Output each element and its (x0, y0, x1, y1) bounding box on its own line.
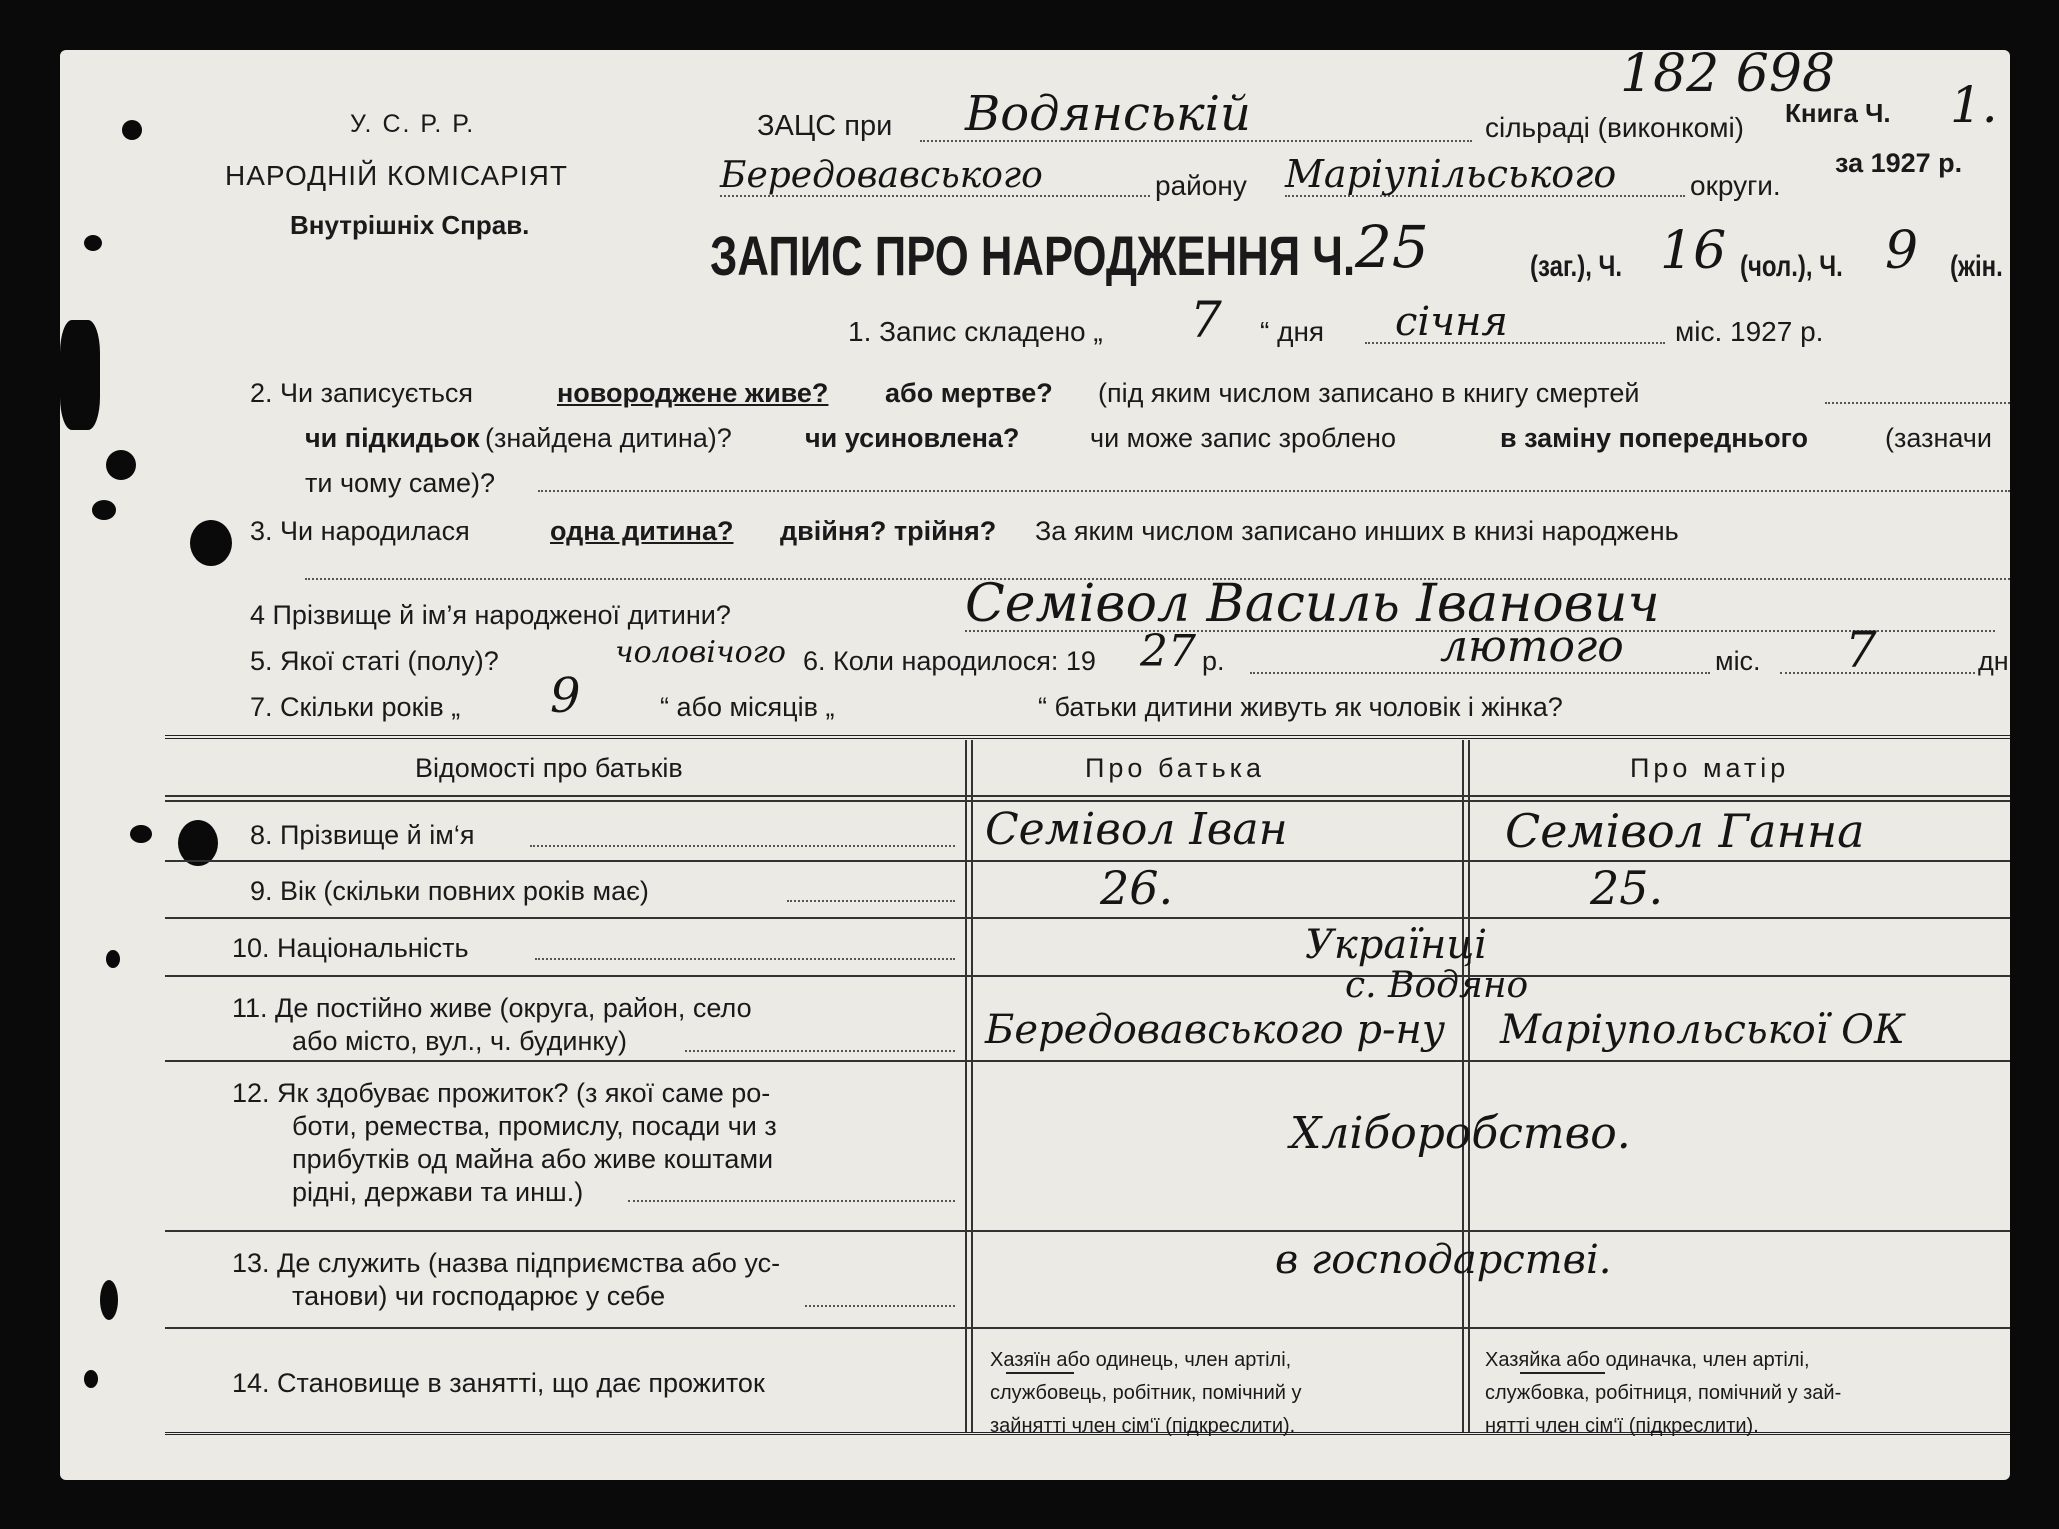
row12-label-3: прибутків од майна або живе коштами (292, 1144, 774, 1174)
q6-r: р. (1202, 646, 1225, 676)
mother-age: 25. (1590, 861, 1664, 915)
header-father: Про батька (1085, 753, 1266, 783)
row9-label: 9. Вік (скільки повних років має) (250, 876, 649, 906)
punch-hole (122, 120, 142, 140)
q1-suffix: міс. 1927 р. (1675, 316, 1824, 347)
q2-line1-b: новороджене живе? (557, 378, 829, 408)
punch-hole (92, 500, 116, 520)
q6-dn: дн (1978, 646, 2009, 676)
district-label: району (1155, 170, 1247, 201)
q1-month: січня (1395, 299, 1508, 345)
birth-day: 7 (1845, 621, 1877, 679)
year-label: за 1927 р. (1835, 148, 1963, 178)
punch-hole (130, 825, 152, 843)
father-residence: Бередовавського р-ну (985, 1007, 1446, 1053)
village: с. Водяно (1345, 965, 1529, 1006)
mother-status-underline (1520, 1372, 1605, 1374)
father-status-line-1: Хазяїн або одинець, член артілі, (990, 1349, 1292, 1371)
works-at: в господарстві. (1275, 1237, 1612, 1283)
child-name: Семівол Василь Іванович (965, 574, 1660, 634)
q3-b: одна дитина? (550, 516, 734, 546)
mother-status-line-3: нятті член сім‘ї (підкреслити). (1485, 1415, 1759, 1437)
years-married: 9 (550, 668, 581, 724)
punch-hole (84, 1370, 98, 1388)
q3-a: 3. Чи народилася (250, 516, 470, 546)
q5-label: 5. Якої статі (полу)? (250, 646, 499, 676)
q2-line2-c: чи усиновлена? (805, 423, 1020, 453)
okruha-label: округи. (1690, 170, 1781, 201)
father-status-underline (1006, 1372, 1074, 1374)
q6-label: 6. Коли народилося: 19 (803, 646, 1096, 676)
q3-c: двійня? трійня? (780, 516, 997, 546)
district-value: Бередовавського (720, 155, 1043, 196)
row10-label: 10. Національність (232, 933, 469, 963)
book-number: 1. (1950, 76, 1998, 134)
ussr-label: У. С. Р. Р. (350, 110, 476, 138)
punch-hole (190, 520, 232, 566)
q7-c: “ батьки дитини живуть як чоловік і жінка? (1038, 692, 1563, 722)
document-title: ЗАПИС ПРО НАРОДЖЕННЯ Ч. (710, 224, 1356, 287)
q3-d: За яким числом записано инших в книзі народжень (1035, 516, 1679, 546)
total-label: (заг.), Ч. (1530, 250, 1623, 283)
q2-line1-c: або мертве? (885, 378, 1053, 408)
male-number: 16 (1660, 221, 1727, 281)
row11-label-2: або місто, вул., ч. будинку) (292, 1026, 627, 1056)
q6-mis: міс. (1715, 646, 1761, 676)
birth-month: лютого (1440, 621, 1624, 672)
birth-year: 27 (1140, 626, 1196, 677)
record-numbers: 182 698 (1620, 50, 1836, 104)
row12-label-4: рідні, держави та инш.) (292, 1177, 584, 1207)
mother-name: Семівол Ганна (1505, 804, 1865, 858)
q1-mid: “ дня (1260, 316, 1325, 347)
okruha-value: Маріупільського (1285, 152, 1617, 196)
row13-label-1: 13. Де служить (назва підприємства або ус- (232, 1248, 781, 1278)
male-label: (чол.), Ч. (1740, 250, 1843, 283)
header-parents-info: Відомості про батьків (415, 753, 683, 783)
zags-prefix: ЗАЦС при (757, 110, 893, 142)
commissariat-label: НАРОДНІЙ КОМІСАРІЯТ (225, 160, 568, 191)
row14-label: 14. Становище в занятті, що дає прожиток (232, 1368, 765, 1398)
father-name: Семівол Іван (985, 804, 1288, 855)
q2-line2-f: (зазначи (1885, 423, 1992, 453)
ministry-label: Внутрішніх Справ. (290, 210, 530, 240)
book-label: Книга Ч. (1785, 98, 1891, 128)
q1-prefix: 1. Запис складено „ (848, 316, 1103, 347)
punch-hole (84, 235, 102, 251)
row12-label-2: боти, ремества, промислу, посади чи з (292, 1111, 777, 1141)
q2-line2-e: в заміну попереднього (1500, 423, 1809, 453)
father-age: 26. (1100, 861, 1174, 915)
female-number: 9 (1885, 221, 1919, 281)
mother-status-line-2: службовка, робітниця, помічний у зай- (1485, 1382, 1842, 1404)
mother-residence: Маріупольської ОК (1500, 1007, 1905, 1053)
q7-a: 7. Скільки років „ (250, 692, 461, 722)
row13-label-2: танови) чи господарює у себе (292, 1281, 666, 1311)
female-label: (жін. (1950, 250, 2003, 283)
village-council-value: Водянській (965, 86, 1251, 142)
q2-line2-d: чи може запис зроблено (1090, 423, 1396, 453)
livelihood: Хліборобство. (1290, 1108, 1631, 1159)
punch-hole (60, 320, 100, 430)
village-suffix: сільраді (виконкомі) (1485, 112, 1744, 143)
header-mother: Про матір (1630, 753, 1790, 783)
birth-record-document (60, 50, 2010, 1480)
q1-day: 7 (1190, 291, 1222, 349)
nationality: Українці (1305, 922, 1488, 968)
q4-label: 4 Прізвище й ім’я народженої дитини? (250, 600, 731, 630)
q2-line1-d: (під яким числом записано в книгу смертей (1098, 378, 1640, 408)
punch-hole (106, 950, 120, 968)
row11-label-1: 11. Де постійно живе (округа, район, село (232, 993, 752, 1023)
mother-status-line-1: Хазяйка або одиначка, член артілі, (1485, 1349, 1810, 1371)
q7-b: “ або місяців „ (660, 692, 835, 722)
total-number: 25 (1355, 213, 1429, 281)
q2-line2-b: (знайдена дитина)? (485, 423, 732, 453)
punch-hole (100, 1280, 118, 1320)
q2-line1-a: 2. Чи записується (250, 378, 474, 408)
q2-line3: ти чому саме)? (305, 468, 496, 498)
punch-hole (106, 450, 136, 480)
father-status-line-2: службовець, робітник, помічний у (990, 1382, 1302, 1404)
row8-label: 8. Прізвище й ім‘я (250, 820, 475, 850)
child-sex: чоловічого (615, 635, 786, 670)
father-status-line-3: зайнятті член сім‘ї (підкреслити). (990, 1415, 1296, 1437)
q2-line2-a: чи підкидьок (305, 423, 480, 453)
row12-label-1: 12. Як здобуває прожиток? (з якої саме ро- (232, 1078, 771, 1108)
